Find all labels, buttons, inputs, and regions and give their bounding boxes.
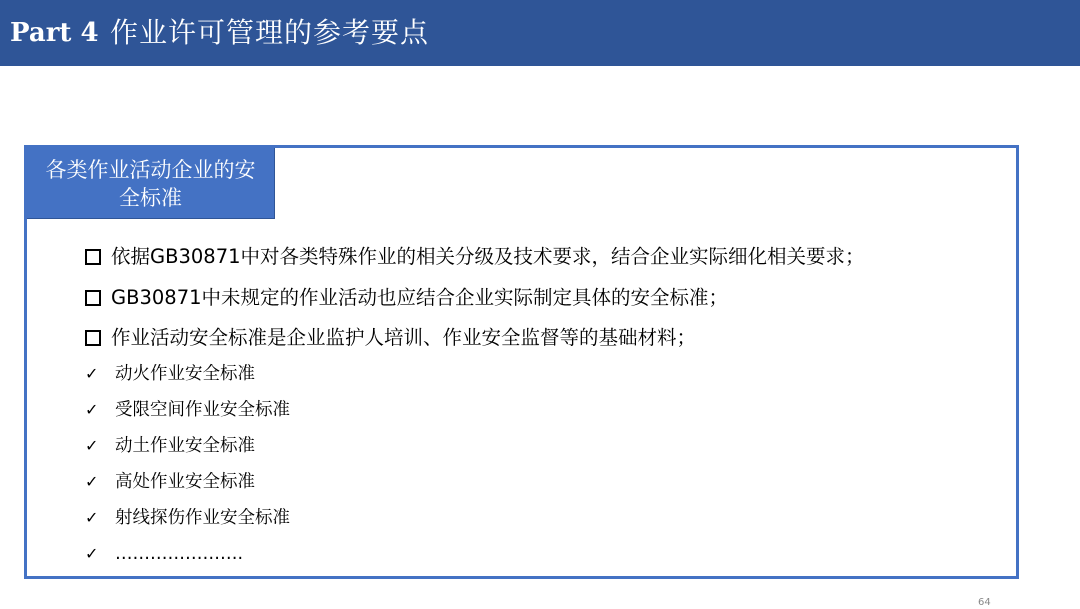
- bullet-item: [85, 323, 696, 353]
- check-item: [85, 468, 255, 496]
- checkmark-icon: ✓: [85, 364, 99, 383]
- hollow-square-icon: [85, 330, 101, 346]
- content-panel: [24, 145, 1019, 579]
- check-item-text: 动火作业安全标准: [115, 364, 255, 384]
- checkmark-icon: ✓: [85, 544, 99, 563]
- checkmark-icon: ✓: [85, 508, 99, 527]
- hollow-square-icon: [85, 290, 101, 306]
- part-label: Part 4: [10, 18, 99, 48]
- check-item: [85, 396, 290, 424]
- check-item-text: ………………….: [115, 544, 244, 564]
- check-item: [85, 540, 243, 568]
- page-title: 作业许可管理的参考要点: [110, 16, 430, 49]
- checkmark-icon: ✓: [85, 400, 99, 419]
- bullet-text: 作业活动安全标准是企业监护人培训、作业安全监督等的基础材料；: [111, 326, 697, 349]
- checkmark-icon: ✓: [85, 472, 99, 491]
- page-number: 64: [978, 597, 991, 608]
- check-item-text: 受限空间作业安全标准: [115, 400, 290, 420]
- check-item-text: 动土作业安全标准: [115, 436, 255, 456]
- check-item-text: 射线探伤作业安全标准: [115, 508, 290, 528]
- panel-label-line-1: 各类作业活动企业的安: [45, 158, 256, 182]
- bullet-item: [85, 283, 728, 313]
- panel-label: [27, 148, 275, 219]
- check-item-text: 高处作业安全标准: [115, 472, 255, 492]
- hollow-square-icon: [85, 249, 101, 265]
- check-item: [85, 504, 290, 532]
- check-item: [85, 360, 255, 388]
- bullet-item: [85, 242, 865, 272]
- check-item: [85, 432, 255, 460]
- bullet-text: GB30871中未规定的作业活动也应结合企业实际制定具体的安全标准；: [111, 286, 729, 309]
- checkmark-icon: ✓: [85, 436, 99, 455]
- bullet-text: 依据GB30871中对各类特殊作业的相关分级及技术要求，结合企业实际细化相关要求；: [111, 245, 865, 268]
- panel-label-line-2: 全标准: [119, 186, 182, 210]
- title-bar: [0, 0, 1080, 66]
